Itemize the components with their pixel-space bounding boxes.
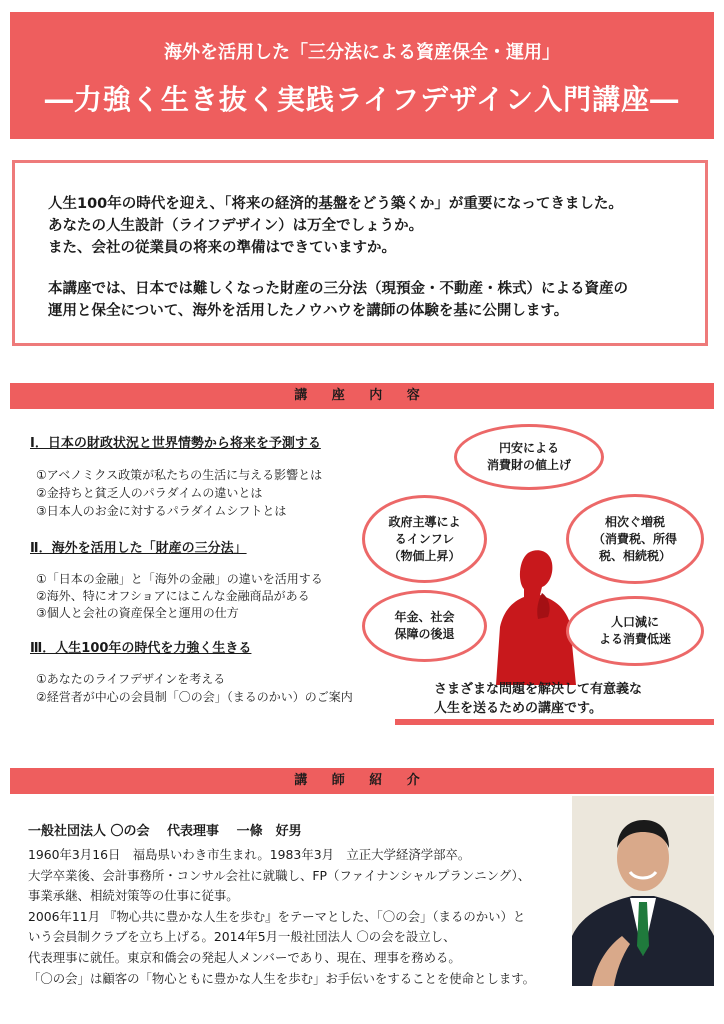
- lecturer-name: 一般社団法人 〇の会 代表理事 一條 好男: [28, 824, 302, 839]
- header-title: ―力強く生き抜く実践ライフデザイン入門講座―: [44, 83, 680, 116]
- section-item: ①アベノミクス政策が私たちの生活に与える影響とは: [36, 468, 323, 482]
- bubble-pension: [362, 590, 487, 662]
- bubble-yen-weakness: [454, 424, 604, 490]
- bio-line: 1960年3月16日 福島県いわき市生まれ。1983年3月 立正大学経済学部卒。: [28, 847, 471, 862]
- bubble-population: [566, 596, 704, 666]
- section-title: Ⅰ．日本の財政状況と世界情勢から将来を予測する: [30, 436, 321, 451]
- section-item: ②経営者が中心の会員制「〇の会」（まるのかい）のご案内: [36, 690, 353, 704]
- bubble-text: 円安による 消費財の値上げ: [486, 441, 571, 472]
- bio-line: 2006年11月 『物心共に豊かな人生を歩む』をテーマとした、「〇の会」（まるのかい）と: [28, 908, 526, 924]
- lecturer-photo: [572, 796, 714, 986]
- course-caption: [434, 680, 642, 718]
- bio-line: 「〇の会」は顧客の「物心ともに豊かな人生を歩む」お手伝いをすることを使命とします。: [28, 970, 536, 986]
- bubble-text: 政府主導によ るインフレ （物価上昇）: [388, 514, 461, 563]
- lecturer-heading: 講 師 紹 介: [10, 768, 714, 794]
- thinking-person-silhouette: [490, 545, 580, 685]
- section-item: ②海外、特にオフショアにはこんな金融商品がある: [36, 589, 310, 603]
- bubble-inflation: [362, 495, 487, 583]
- section-title: Ⅲ．人生100年の時代を力強く生きる: [30, 641, 252, 656]
- bio-line: 代表理事に就任。東京和僑会の発起人メンバーであり、現在、理事を務める。: [28, 949, 461, 965]
- section-item: ②金持ちと貧乏人のパラダイムの違いとは: [36, 486, 263, 500]
- lecturer-bio: [28, 845, 558, 989]
- intro-line: また、会社の従業員の将来の準備はできていますか。: [48, 240, 396, 256]
- bubble-text: 相次ぐ増税 （消費税、所得 税、相続税）: [592, 514, 677, 563]
- caption-underline: [395, 719, 714, 725]
- bio-line: いう会員制クラブを立ち上げる。2014年5月一般社団法人 〇の会を設立し、: [28, 929, 456, 945]
- bubble-tax-increase: [566, 494, 704, 584]
- intro-line: 本講座では、日本では難しくなった財産の三分法（現預金・不動産・株式）による資産の: [48, 281, 628, 297]
- course-heading: 講 座 内 容: [10, 383, 714, 409]
- intro-line: 運用と保全について、海外を活用したノウハウを講師の体験を基に公開します。: [48, 303, 569, 319]
- intro-line: 人生100年の時代を迎え、「将来の経済的基盤をどう築くか」が重要になってきました。: [48, 196, 623, 212]
- header-banner: [10, 12, 714, 139]
- intro-line: あなたの人生設計（ライフデザイン）は万全でしょうか。: [48, 218, 424, 234]
- intro-box: [12, 160, 708, 346]
- section-item: ③日本人のお金に対するパラダイムシフトとは: [36, 504, 287, 518]
- section-title: Ⅱ．海外を活用した「財産の三分法」: [30, 541, 247, 556]
- section-item: ③個人と会社の資産保全と運用の仕方: [36, 606, 239, 620]
- section-item: ①「日本の金融」と「海外の金融」の違いを活用する: [36, 572, 323, 586]
- caption-line: さまざまな問題を解決して有意義な: [434, 682, 643, 697]
- bubble-text: 人口減に よる消費低迷: [598, 615, 671, 646]
- bio-line: 事業承継、相続対策等の仕事に従事。: [28, 888, 239, 904]
- bubble-text: 年金、社会 保障の後退: [394, 610, 455, 641]
- bio-line: 大学卒業後、会計事務所・コンサル会社に就職し、FP（ファイナンシャルプランニング）、: [28, 867, 531, 883]
- section-item: ①あなたのライフデザインを考える: [36, 672, 226, 686]
- caption-line: 人生を送るための講座です。: [434, 701, 602, 716]
- portrait-image: [572, 796, 714, 986]
- header-subtitle: 海外を活用した「三分法による資産保全・運用」: [164, 42, 560, 63]
